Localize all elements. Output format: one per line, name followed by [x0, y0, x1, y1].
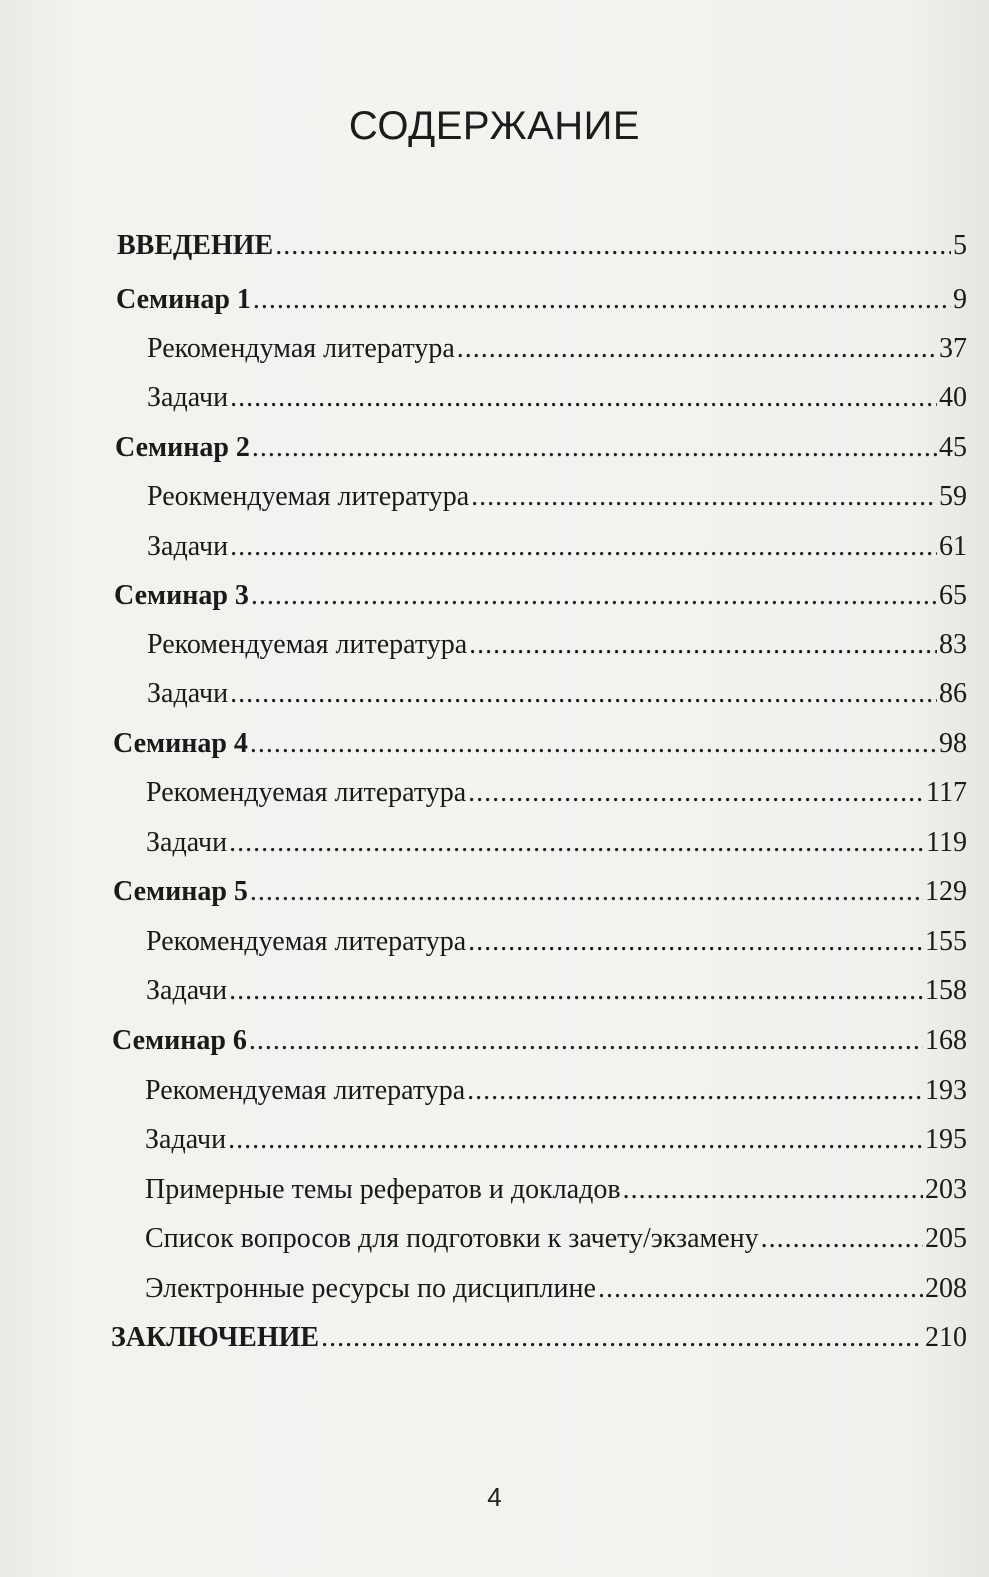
toc-entry-seminar-1 [116, 280, 967, 320]
dot-leader [229, 823, 924, 863]
dot-leader [252, 428, 937, 468]
toc-entry-tasks [147, 527, 967, 567]
toc-entry-page: 193 [925, 1075, 967, 1106]
toc-entry-page: 61 [939, 531, 967, 562]
dot-leader [467, 1071, 923, 1111]
dot-leader [249, 1021, 923, 1061]
dot-leader [468, 773, 924, 813]
toc-entry-page: 40 [939, 382, 967, 413]
toc-entry-page: 5 [953, 230, 967, 261]
dot-leader [251, 576, 937, 616]
dot-leader [250, 872, 923, 912]
toc-entry-literature [146, 773, 967, 813]
toc-entry-label: Задачи [147, 678, 229, 709]
toc-entry-literature [146, 922, 967, 962]
toc-entry-page: 119 [926, 827, 967, 858]
toc-entry-label: Список вопросов для подготовки к зачету/экзамену [145, 1223, 759, 1254]
page-number: 4 [487, 1482, 502, 1512]
toc-entry-introduction [117, 226, 967, 266]
toc-entry-seminar-2 [115, 428, 967, 468]
toc-entry-page: 98 [939, 728, 967, 759]
toc-entry-literature [147, 477, 967, 517]
toc-entry-label: Задачи [146, 827, 228, 858]
toc-entry-page: 117 [926, 777, 967, 808]
toc-entry-page: 208 [925, 1273, 967, 1304]
toc-entry-label: Реокмендуемая литература [147, 481, 470, 512]
toc-entry-label: Рекомендуемая литература [146, 926, 467, 957]
dot-leader [321, 1318, 923, 1358]
toc-entry-seminar-6 [112, 1021, 967, 1061]
toc-entry-exam-questions [145, 1219, 967, 1259]
toc-entry-label: Семинар 6 [112, 1025, 247, 1056]
dot-leader [457, 329, 937, 369]
toc-entry-label: Семинар 1 [116, 284, 251, 315]
toc-entry-seminar-4 [113, 724, 967, 764]
dot-leader [228, 1120, 923, 1160]
toc-entry-label: ВВЕДЕНИЕ [117, 230, 274, 261]
dot-leader [230, 527, 937, 567]
toc-entry-label: Семинар 5 [113, 876, 248, 907]
toc-entry-label: Семинар 2 [115, 432, 250, 463]
dot-leader [253, 280, 951, 320]
toc-entry-seminar-3 [114, 576, 967, 616]
toc-entry-page: 203 [925, 1174, 967, 1205]
toc-entry-page: 45 [939, 432, 967, 463]
toc-entry-page: 168 [925, 1025, 967, 1056]
dot-leader [623, 1170, 923, 1210]
toc-entry-literature [147, 625, 967, 665]
toc-entry-essay-topics [145, 1170, 967, 1210]
toc-entry-literature [147, 329, 967, 369]
dot-leader [469, 625, 937, 665]
toc-entry-tasks [147, 378, 967, 418]
toc-entry-tasks [146, 823, 967, 863]
dot-leader [761, 1219, 923, 1259]
toc-entry-tasks [147, 674, 967, 714]
dot-leader [230, 674, 937, 714]
dot-leader [250, 724, 937, 764]
toc-entry-page: 210 [925, 1322, 967, 1353]
toc-entry-label: Рекомендуемая литература [146, 777, 467, 808]
toc-entry-seminar-5 [113, 872, 967, 912]
dot-leader [468, 922, 923, 962]
toc-entry-page: 86 [939, 678, 967, 709]
toc-entry-label: Рекомендуемая литература [145, 1075, 466, 1106]
dot-leader [275, 226, 951, 266]
toc-entry-conclusion [111, 1318, 967, 1358]
page-title: СОДЕРЖАНИЕ [348, 104, 641, 148]
toc-entry-label: Задачи [147, 531, 229, 562]
dot-leader [471, 477, 937, 517]
toc-entry-label: Семинар 3 [114, 580, 249, 611]
toc-entry-page: 158 [925, 975, 967, 1006]
dot-leader [229, 971, 923, 1011]
toc-entry-label: Электронные ресурсы по дисциплине [145, 1273, 596, 1304]
toc-entry-page: 59 [939, 481, 967, 512]
toc-entry-label: Рекомендумая литература [147, 333, 455, 364]
toc-entry-label: Задачи [146, 975, 228, 1006]
toc-entry-label: ЗАКЛЮЧЕНИЕ [111, 1322, 320, 1353]
toc-entry-page: 205 [925, 1223, 967, 1254]
toc-entry-page: 9 [953, 284, 967, 315]
toc-entry-page: 83 [939, 629, 967, 660]
toc-entry-tasks [145, 1120, 967, 1160]
dot-leader [598, 1269, 923, 1309]
toc-entry-page: 65 [939, 580, 967, 611]
toc-entry-electronic-resources [145, 1269, 967, 1309]
toc-entry-literature [145, 1071, 967, 1111]
toc-entry-page: 155 [925, 926, 967, 957]
toc-entry-label: Задачи [147, 382, 229, 413]
toc-entry-tasks [146, 971, 967, 1011]
toc-entry-label: Семинар 4 [113, 728, 248, 759]
toc-entry-page: 195 [925, 1124, 967, 1155]
toc-entry-page: 129 [925, 876, 967, 907]
toc-entry-label: Рекомендуемая литература [147, 629, 468, 660]
toc-entry-label: Примерные темы рефератов и докладов [145, 1174, 621, 1205]
toc-entry-page: 37 [939, 333, 967, 364]
toc-entry-label: Задачи [145, 1124, 227, 1155]
dot-leader [230, 378, 937, 418]
